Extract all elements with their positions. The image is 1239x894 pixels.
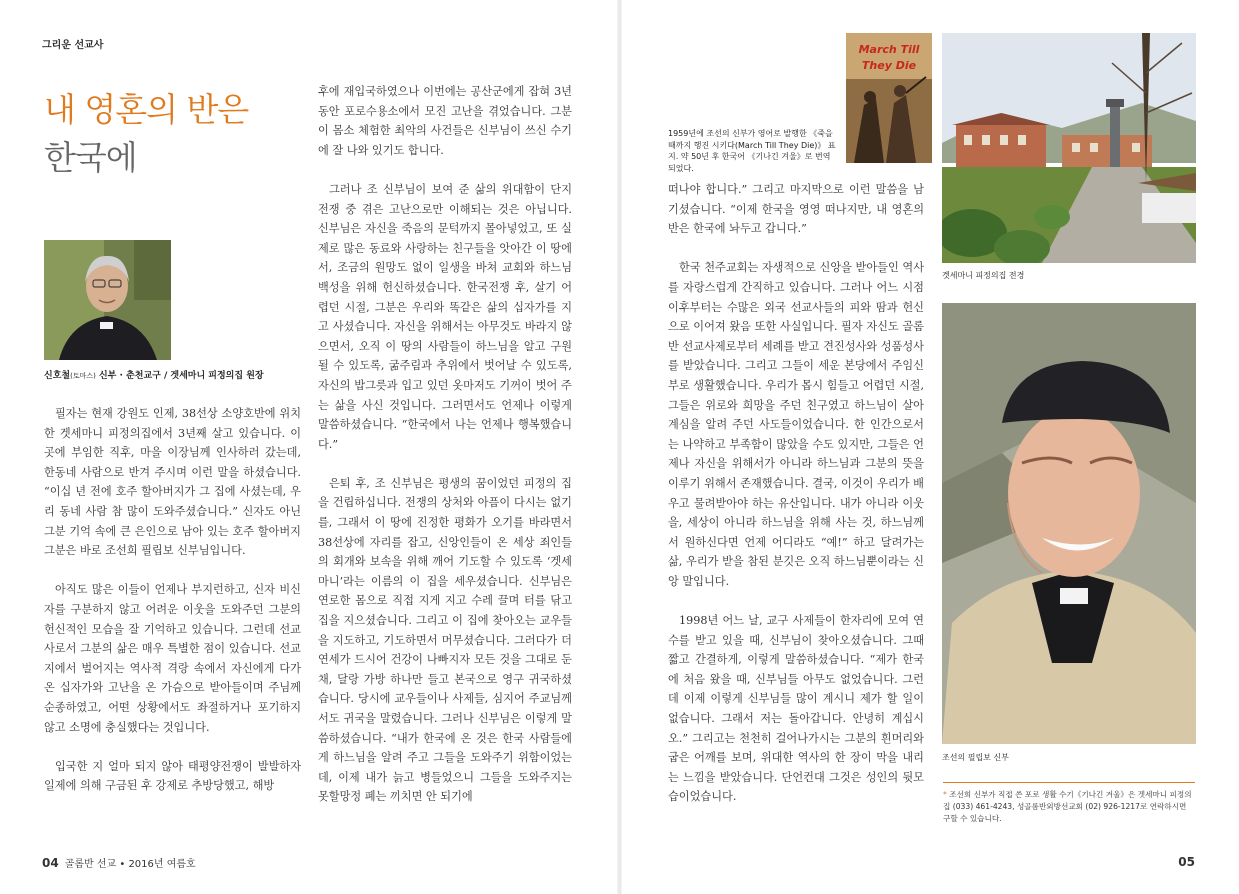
priest-portrait-caption: 조선의 필립보 신부 (942, 753, 1009, 762)
paragraph: 한국 천주교회는 자생적으로 신앙을 받아들인 역사를 자랑스럽게 간직하고 있습니다. 그러나 어느 시점 이후부터는 수많은 외국 선교사들의 피와 땀과 헌신으로 이어져 왔음 또한 사실입니다. 필자 자신도 골롬반 선교사제로부터 세례를 받고 견진성사와 성품성사를 받았습니다. 그리고 그들이 세운 본당에서 주임신부로 생활했습니다. 우리가 몹시 힘들고 어렵던 시절, 그들은 위로와 희망을 주던 친구였고 하느님이 살아계심을 알려 주던 사도들이었습니다. 한 인간으로서는 나약하고 부족함이 많았을 수도 있지만, 그들은 언제나 자신을 위해서가 아니라 하느님과 그분의 뜻을 이루기 위해서 존재했습니다. 결국, 이것이 우리가 배우고 물려받아야 하는 유산입니다. 내가 아니라 이웃을, 세상이 아니라 하느님을 위해 사는 것, 하느님께서 원하신다면 언제 어디라도 “예!” 하고 달려가는 삶, 우리가 받을 참된 분깃은 오직 하느님뿐이라는 신앙 말입니다. (668, 261, 924, 588)
column-1 (44, 404, 301, 796)
footer-left (42, 855, 196, 870)
page-number-left: 04 (42, 856, 59, 870)
column-3 (668, 180, 924, 807)
book-cover-image (846, 33, 932, 163)
magazine-issue: 골롬반 선교 • 2016년 여름호 (64, 859, 196, 870)
author-baptismal-name: (토마스) (70, 372, 96, 380)
footnote-text: 조선희 신부가 직접 쓴 포로 생활 수기《기나긴 겨울》은 겟세마니 피정의집 (033) 461-4243, 성골롬반외방선교회 (02) 926-1217로 연락하시면 구할 수 있습니다. (943, 790, 1192, 824)
priest-portrait-photo (942, 303, 1196, 744)
paragraph: 그러나 조 신부님이 보여 준 삶의 위대함이 단지 전쟁 중 겪은 고난으로만 이해되는 것은 아닙니다. 신부님은 자신을 죽음의 문턱까지 몰아넣었고, 또 실제로 많은 동료와 사랑하는 친구들을 앗아간 이 땅에서, 조금의 원망도 없이 일생을 바쳐 교회와 하느님 백성을 위해 헌신하셨습니다. 한국전쟁 후, 살기 어렵던 시절, 그분은 우리와 똑같은 삶의 십자가를 지고 사셨습니다. 자신을 위해서는 아무것도 바라지 않으면서, 오직 이 땅의 사람들이 하느님을 알고 구원될 수 있도록, 굶주림과 추위에서 벗어날 수 있도록, 자신의 밥그릇과 입고 있던 옷마저도 기꺼이 벗어 주는 삶을 사신 것입니다. 그러면서도 언제나 이렇게 말씀하셨습니다. “한국에서 나는 언제나 행복했습니다.” (318, 182, 572, 451)
retreat-house-photo (942, 33, 1196, 263)
paragraph: 떠나야 합니다.” 그리고 마지막으로 이런 말씀을 남기셨습니다. “이제 한국을 영영 떠나지만, 내 영혼의 반은 한국에 놔두고 갑니다.” (668, 183, 924, 236)
right-page (620, 0, 1239, 894)
paragraph: 필자는 현재 강원도 인제, 38선상 소양호반에 위치한 겟세마니 피정의집에서 3년째 살고 있습니다. 이곳에 부임한 직후, 마을 이장님께 인사하러 갔는데, 한동네 사람으로 반겨 주시며 이런 말을 하셨습니다. “이십 년 전에 호주 할아버지가 그 집에 사셨는데, 우리 동네 사람 참 많이 도와주셨습니다.” 신자도 아닌 그분 기억 속에 큰 은인으로 남아 있는 호주 할아버지 그분은 바로 조선희 필립보 신부님입니다. (44, 407, 301, 558)
paragraph: 아직도 많은 이들이 언제나 부지런하고, 신자 비신자를 구분하지 않고 어려운 이웃을 도와주던 그분의 헌신적인 모습을 잘 기억하고 있습니다. 그런데 선교사로서 그분의 삶은 매우 특별한 점이 있습니다. 선교지에서 벌어지는 역사적 격랑 속에서 자신에게 다가온 십자가와 고난을 온 가슴으로 받아들이며 주님께 순종하였고, 어떤 상황에서도 좌절하거나 포기하지 않고 소명에 충실했다는 것입니다. (44, 583, 301, 734)
column-2 (318, 82, 572, 807)
retreat-house-caption: 겟세마니 피정의집 전경 (942, 271, 1025, 280)
book-cover-caption: 1959년에 조선의 신부가 영어로 발행한 《죽을 때까지 행진 시키다(March Till They Die)》 표지. 약 50년 후 한국어 《기나긴 겨울》로 번역되었다. (668, 129, 836, 173)
footnote (943, 782, 1195, 825)
footnote-marker: * (943, 790, 947, 799)
author-photo (44, 240, 171, 360)
article-subtitle: 한국에 (44, 138, 137, 177)
book-cover-title: March Till (858, 43, 920, 56)
article-title: 내 영혼의 반은 (44, 90, 249, 129)
paragraph: 후에 재입국하였으나 이번에는 공산군에게 잡혀 3년 동안 포로수용소에서 모진 고난을 겪었습니다. 그분이 몸소 체험한 최악의 사건들은 신부님이 쓰신 수기에 잘 나와 있기도 합니다. (318, 85, 572, 157)
section-label: 그리운 선교사 (42, 40, 104, 51)
page-number-right: 05 (1178, 855, 1195, 869)
author-name: 신호철 (44, 371, 71, 381)
paragraph: 입국한 지 얼마 되지 않아 태평양전쟁이 발발하자 일제에 의해 구금된 후 강제로 추방당했고, 해방 (44, 759, 301, 793)
paragraph: 1998년 어느 날, 교구 사제들이 한자리에 모여 연수를 받고 있을 때, 신부님이 찾아오셨습니다. 그때 짧고 간결하게, 이렇게 말씀하셨습니다. “제가 한국에 처음 왔을 때, 신부님들 아무도 없었습니다. 그런데 이제 이렇게 신부님들 많이 계시니 제가 할 일이 없습니다. 그래서 저는 돌아갑니다. 안녕히 계십시오.” 그리고는 천천히 걸어나가시는 그분의 흰머리와 굽은 어깨를 보며, 위대한 역사의 한 장이 막을 내리는 느낌을 받았습니다. 단언컨대 그것은 성인의 뒷모습이었습니다. (668, 614, 924, 804)
left-page (0, 0, 619, 894)
paragraph: 은퇴 후, 조 신부님은 평생의 꿈이었던 피정의 집을 건립하십니다. 전쟁의 상처와 아픔이 다시는 없기를, 그래서 이 땅에 진정한 평화가 오기를 바라면서 38선상에 자리를 잡고, 신앙인들이 온 세상 죄인들의 회개와 보속을 위해 깨어 기도할 수 있도록 ‘겟세마니’라는 이름의 이 집을 세우셨습니다. 신부님은 연로한 몸으로 직접 지게 지고 수레 끌며 터를 닦고 집을 지으셨습니다. 그리고 이 집에 찾아오는 교우들을 지도하고, 기도하면서 머무셨습니다. 그러다가 더 연세가 드시어 건강이 나빠지자 모든 것을 그대로 둔 채, 달랑 가방 하나만 들고 본국으로 영구 귀국하셨습니다. 당시에 교우들이나 사제들, 심지어 주교님께서도 귀국을 말렸습니다. 그러나 신부님은 이렇게 말씀하셨습니다. “내가 한국에 온 것은 한국 사람들에게 하느님을 알려 주고 그들을 도와주기 위함이었는데, 이제 내가 늙고 병들었으니 그들을 도와주지는 못할망정 폐는 끼치면 안 되기에 (318, 476, 572, 804)
author-role: 신부 · 춘천교구 / 겟세마니 피정의집 원장 (95, 371, 264, 381)
author-byline (44, 368, 264, 381)
svg-text:They Die: They Die (861, 59, 917, 72)
